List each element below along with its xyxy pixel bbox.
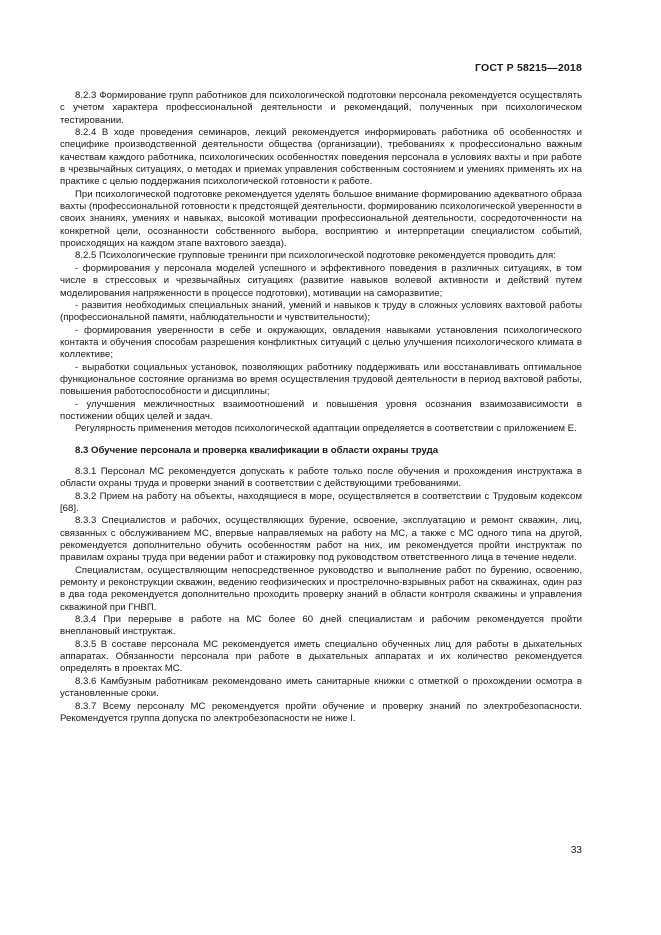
paragraph-8-2-5: 8.2.5 Психологические групповые тренинги при психологической подготовке рекомендуется проводить для: (75, 250, 556, 262)
paragraph-8-3-5: 8.3.5 В составе персонала МС рекомендуется иметь специально обученных лиц для работы в дыхательных аппаратах. Обязанности персонала при работе в дыхательных аппаратах и их количество рекомендуется определять в проектах МС. (60, 638, 582, 675)
document-header: ГОСТ Р 58215—2018 (474, 62, 582, 74)
paragraph-8-2-3: 8.2.3 Формирование групп работников для психологической подготовки персонала рекомендуется осуществлять с учетом характера профессиональной деятельности и рекомендаций, полученных при психологическом тестировании. (60, 90, 582, 126)
paragraph-8-3-2: 8.3.2 Прием на работу на объекты, находящиеся в море, осуществляется в соответствии с Трудовым кодексом [68]. (60, 490, 582, 514)
paragraph-8-3-7: 8.3.7 Всему персоналу МС рекомендуется пройти обучение и проверку знаний по электробезопасности. Рекомендуется группа допуска по электробезопасности не ниже I. (60, 700, 582, 724)
list-item: - формирования у персонала моделей успешного и эффективного поведения в различных ситуациях, в том числе в стрессовых и чрезвычайных ситуациях (развитие навыков волевой активности и действий путем моделирования напряженности в процессе подготовки), мотивации на саморазвитие; (60, 262, 582, 299)
section-heading-8-3: 8.3 Обучение персонала и проверка квалификации в области охраны труда (75, 444, 439, 456)
paragraph-specialists: Специалистам, осуществляющим непосредственное руководство и выполнение работ по бурению, освоению, ремонту и реконструкции скважин, ведению геофизических и прострелочно-взрывных работ на скважинах, один раз в два года рекомендуется дополнительно проходить проверку знаний в области контроля скважины и управления скважиной при ГНВП. (60, 564, 582, 613)
list-item: - формирования уверенности в себе и окружающих, овладения навыками установления психологического контакта и обучения способам разрешения конфликтных ситуаций с целью улучшения психологического климата в коллективе; (60, 324, 582, 361)
paragraph-8-3-3: 8.3.3 Специалистов и рабочих, осуществляющих бурение, освоение, эксплуатацию и ремонт скважин, лиц, связанных с обслуживанием МС, впервые направляемых на работу на МС, а также с МС одного типа на другой, рекомендуется дополнительно обучить особенностям работ на них, им рекомендуется пройти инструктаж по правилам охраны труда при ведении работ и стажировку под руководством ответственного лица в течение недели. (60, 515, 582, 564)
paragraph-8-3-1: 8.3.1 Персонал МС рекомендуется допускать к работе только после обучения и прохождения инструктажа в области охраны труда и проверки знаний в соответствии с действующими требованиями. (60, 465, 582, 490)
paragraph-8-3-4: 8.3.4 При перерыве в работе на МС более 60 дней специалистам и рабочим рекомендуется пройти внеплановый инструктаж. (60, 614, 582, 638)
list-item: - улучшения межличностных взаимоотношений и повышения уровня осознания взаимозависимости в постижении общих целей и задач. (60, 398, 582, 422)
paragraph-8-2-4: 8.2.4 В ходе проведения семинаров, лекций рекомендуется информировать работника об особенностях и специфике производственной деятельности общества (организации), требованиях к профессионально важным качествам каждого работника, психологических особенностях поведения персонала в условиях вахты и при работе в чрезвычайных ситуациях, о методах и приемах управления собственным состоянием и умениях применять их на практике с целью поддержания психологической готовности к работе. (60, 127, 582, 188)
page-number: 33 (570, 845, 582, 856)
paragraph-regularity: Регулярность применения методов психологической адаптации определяется в соответствии с приложением Е. (75, 423, 577, 435)
list-item: - выработки социальных установок, позволяющих работнику поддерживать или восстанавливать оптимальное функциональное состояние организма во время осуществления трудовой деятельности в период вахтовой работы, повышения работоспособности и дисциплины; (60, 361, 582, 398)
paragraph-8-3-6: 8.3.6 Камбузным работникам рекомендовано иметь санитарные книжки с отметкой о прохождении осмотра в установленные сроки. (60, 675, 582, 700)
paragraph-psych-preparation: При психологической подготовке рекомендуется уделять большое внимание формированию адекватного образа вахты (профессиональной готовности к предстоящей деятельности, формированию психологической уверенности в своих знаниях, умениях и навыках, высокой мотивации профессиональной деятельности, сосредоточенности на конкретной цели, осознанности собственного выбора, восприятию и интерпретации специалистом событий, происходящих на каждом этапе вахтового заезда). (60, 188, 582, 250)
document-body (60, 90, 582, 725)
list-item: - развития необходимых специальных знаний, умений и навыков к труду в сложных условиях вахтовой работы (профессиональной памяти, наблюдательности и чувствительности); (60, 299, 582, 324)
